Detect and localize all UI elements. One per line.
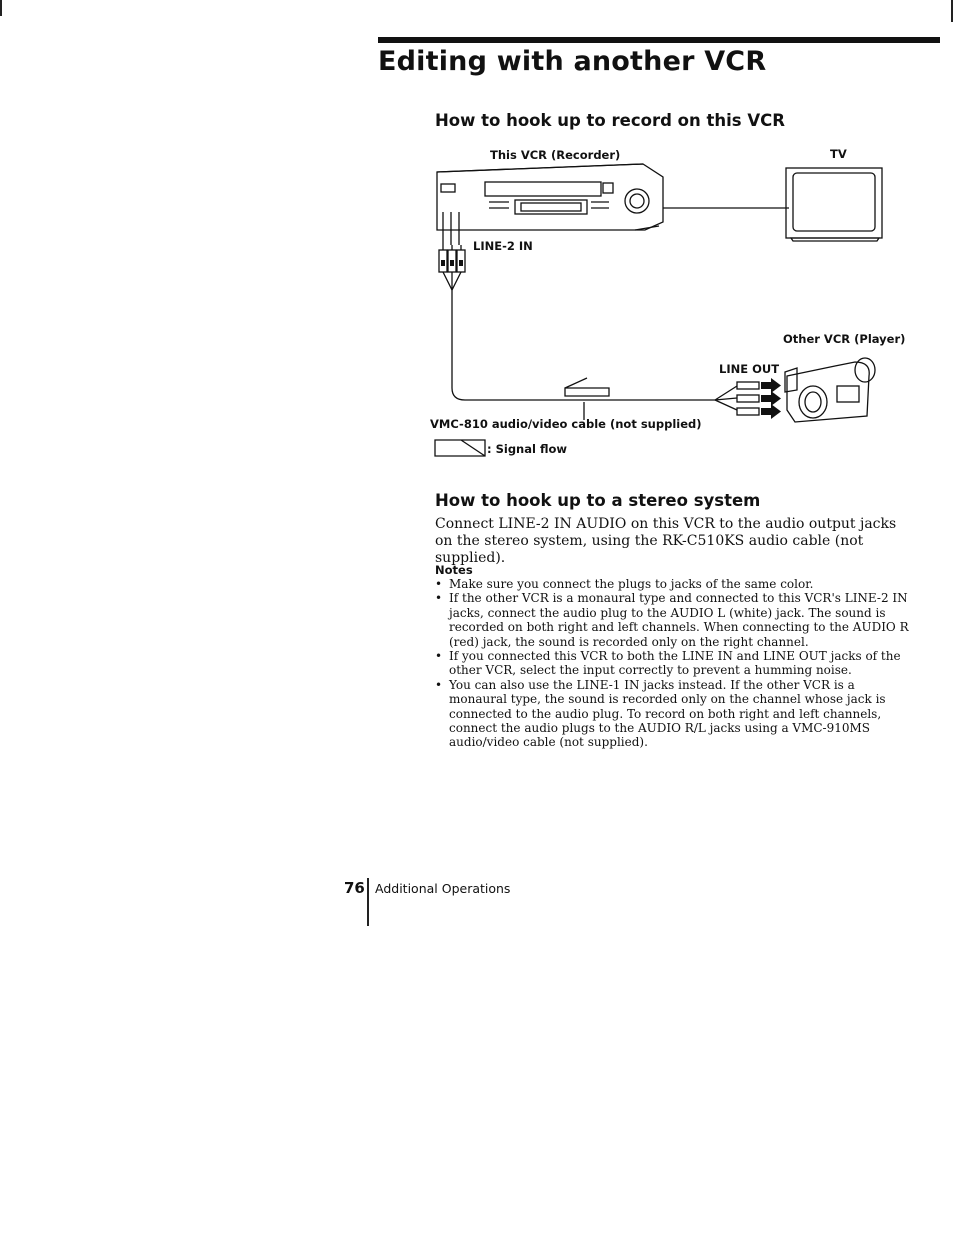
stereo-instructions: Connect LINE-2 IN AUDIO on this VCR to the audio output jacks on the stereo system, using the RK-C510KS audio cable (not supplied). xyxy=(435,516,897,566)
label-player: Other VCR (Player) xyxy=(783,332,906,346)
cable-signal-flow-arrow xyxy=(565,378,609,396)
label-tv: TV xyxy=(830,147,847,161)
tv-set xyxy=(786,168,882,238)
section-heading-stereo: How to hook up to a stereo system xyxy=(435,491,761,510)
player-camcorder xyxy=(787,362,869,422)
section-heading-record: How to hook up to record on this VCR xyxy=(435,111,785,130)
recorder-dial xyxy=(625,189,649,213)
left-edge-mark xyxy=(0,0,2,16)
note-item: • If the other VCR is a monaural type and connected to this VCR's LINE-2 IN jacks, connect the audio plug to the AUDIO L (white) jack. The sound is recorded on both right and left channels. When connecting to the AUDIO R (red) jack, the sound is recorded only on the right channel. xyxy=(435,591,915,649)
notes-heading: Notes xyxy=(435,563,473,577)
label-recorder: This VCR (Recorder) xyxy=(490,148,621,162)
footer-section: Additional Operations xyxy=(375,881,511,896)
signal-flow-legend-arrow xyxy=(435,440,485,456)
title-rule xyxy=(378,37,940,43)
label-cable: VMC-810 audio/video cable (not supplied) xyxy=(430,417,702,431)
right-edge-mark xyxy=(951,0,953,22)
label-line2-in: LINE-2 IN xyxy=(473,239,533,253)
footer-divider xyxy=(367,878,369,926)
notes-list xyxy=(435,577,915,750)
label-signal-flow: : Signal flow xyxy=(487,442,568,456)
audio-video-cable xyxy=(452,290,715,400)
footer-page-number: 76 xyxy=(344,879,365,897)
label-line-out: LINE OUT xyxy=(719,362,780,376)
recorder-vcr-body xyxy=(437,164,663,230)
recorder-display xyxy=(485,182,601,196)
note-item: • Make sure you connect the plugs to jacks of the same color. xyxy=(435,577,915,591)
note-item: • You can also use the LINE-1 IN jacks instead. If the other VCR is a monaural type, the sound is recorded only on the channel whose jack is connected to the audio plug. To record on both right and left channels, connect the audio plugs to the AUDIO R/L jacks using a VMC-910MS audio/video cable (not supplied). xyxy=(435,678,915,750)
page-title: Editing with another VCR xyxy=(378,46,767,77)
note-item: • If you connected this VCR to both the LINE IN and LINE OUT jacks of the other VCR, select the input correctly to prevent a humming noise. xyxy=(435,649,915,678)
connection-diagram xyxy=(425,140,915,465)
